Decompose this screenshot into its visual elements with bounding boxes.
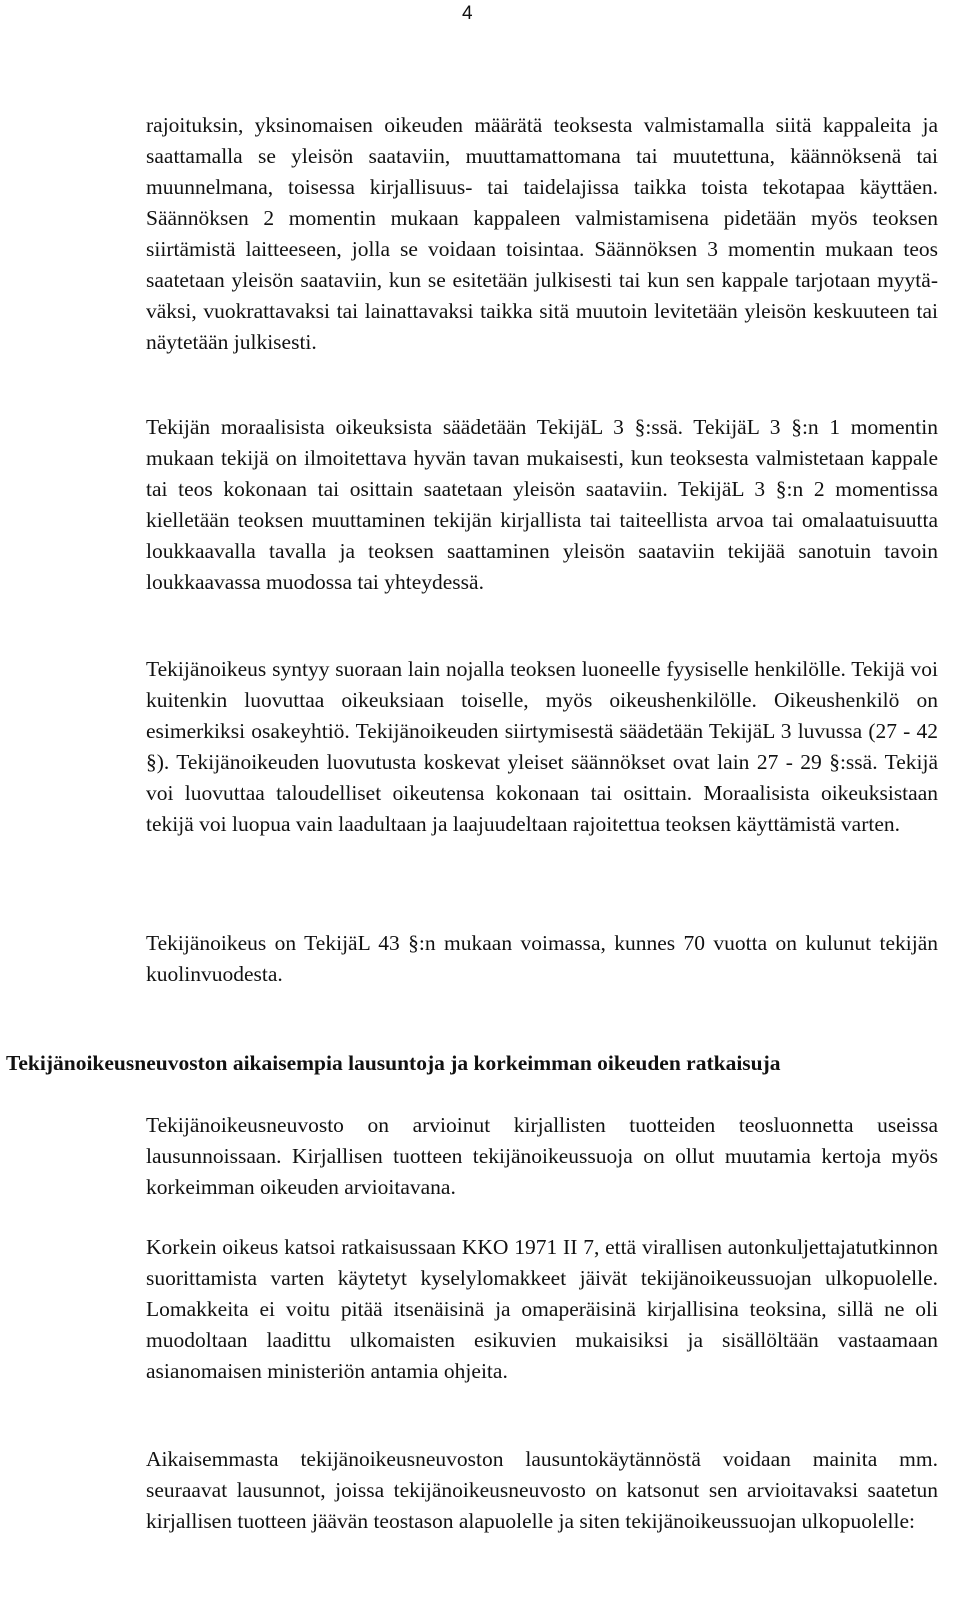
section-heading: Tekijänoikeusneuvoston aikaisempia lausuntoja ja korkeimman oikeuden ratkaisuja: [6, 1051, 781, 1075]
paragraph-supreme-court-case: Korkein oikeus katsoi ratkaisussaan KKO 1971 II 7, että virallisen autonkuljettajatutkinnon suorittamista varten käytetyt kyselylomakkeet jäivät tekijänoikeussuojan ulkopuolelle. Lomakkeita ei voitu pitää itsenäisinä ja omaperäisinä kirjallisina teoksina, sillä ne oli muodoltaan laadittu ulkomaisten esikuvien mukaisiksi ja sisällöltään vastaamaan asianomaisen ministeriön antamia ohjeita.: [146, 1235, 938, 1383]
paragraph-transfer-of-rights: Tekijänoikeus syntyy suoraan lain nojalla teoksen luoneelle fyysiselle henkilölle. Tekijä voi kuitenkin luovuttaa oikeuksiaan toiselle, myös oikeushenkilölle. Oikeushenkilö on esimerkiksi osakeyhtiö. Tekijänoikeuden siirtymisestä säädetään TekijäL 3 luvussa (27 - 42 §). Tekijänoikeuden luovutusta koskevat yleiset säännökset ovat lain 27 - 29 §:ssä. Tekijä voi luovuttaa taloudelliset oikeutensa kokonaan tai osittain. Moraalisista oikeuksistaan tekijä voi luopua vain laadultaan ja laajuudeltaan rajoitettua teoksen käyttämistä varten.: [146, 657, 938, 836]
paragraph-council-statements: Tekijänoikeusneuvosto on arvioinut kirjallisten tuotteiden teosluonnetta useissa lausunnoissaan. Kirjallisen tuotteen tekijänoikeussuoja on ollut muutamia kertoja myös korkeimman oikeuden arvioitavana.: [146, 1113, 938, 1199]
paragraph-earlier-statements: Aikaisemmasta tekijänoikeusneuvoston lausuntokäytännöstä voidaan mainita mm. seuraavat lausunnot, joissa tekijänoikeusneuvosto on katsonut sen arvioitavaksi saatetun kirjallisen tuotteen jäävän teostason alapuolelle ja siten tekijänoikeussuojan ulkopuolelle:: [146, 1447, 938, 1533]
paragraph-economic-rights: rajoituksin, yksinomaisen oikeuden määrätä teoksesta valmistamalla siitä kappaleita ja saattamalla se yleisön saataviin, muuttamattomana tai muutettuna, käännöksenä tai muunnelmana, toisessa kirjallisuus- tai taidelajissa taikka toista tekotapaa käyttäen. Säännöksen 2 momentin mukaan kappaleen valmistamisena pidetään myös teoksen siirtämistä laitteeseen, jolla se voidaan toisintaa. Säännöksen 3 momentin mukaan teos saatetaan yleisön saataviin, kun se esitetään julkisesti tai kun sen kappale tarjotaan myytäväksi, vuokrattavaksi tai lainattavaksi taikka sitä muutoin levitetään yleisön keskuuteen tai näytetään julkisesti.: [146, 113, 938, 354]
page-number: 4: [462, 3, 473, 24]
paragraph-moral-rights: Tekijän moraalisista oikeuksista säädetään TekijäL 3 §:ssä. TekijäL 3 §:n 1 momentin mukaan tekijä on ilmoitettava hyvän tavan mukaisesti, kun teoksesta valmistetaan kappale tai teos kokonaan tai osittain saatetaan yleisön saataviin. TekijäL 3 §:n 2 momentissa kielletään teoksen muuttaminen tekijän kirjallista tai taiteellista arvoa tai omalaatuisuutta loukkaavalla tavalla ja teoksen saattaminen yleisön saataviin tekijää sanotuin tavoin loukkaavassa muodossa tai yhteydessä.: [146, 415, 938, 594]
paragraph-term-of-protection: Tekijänoikeus on TekijäL 43 §:n mukaan voimassa, kunnes 70 vuotta on kulunut tekijän kuolinvuodesta.: [146, 931, 938, 986]
